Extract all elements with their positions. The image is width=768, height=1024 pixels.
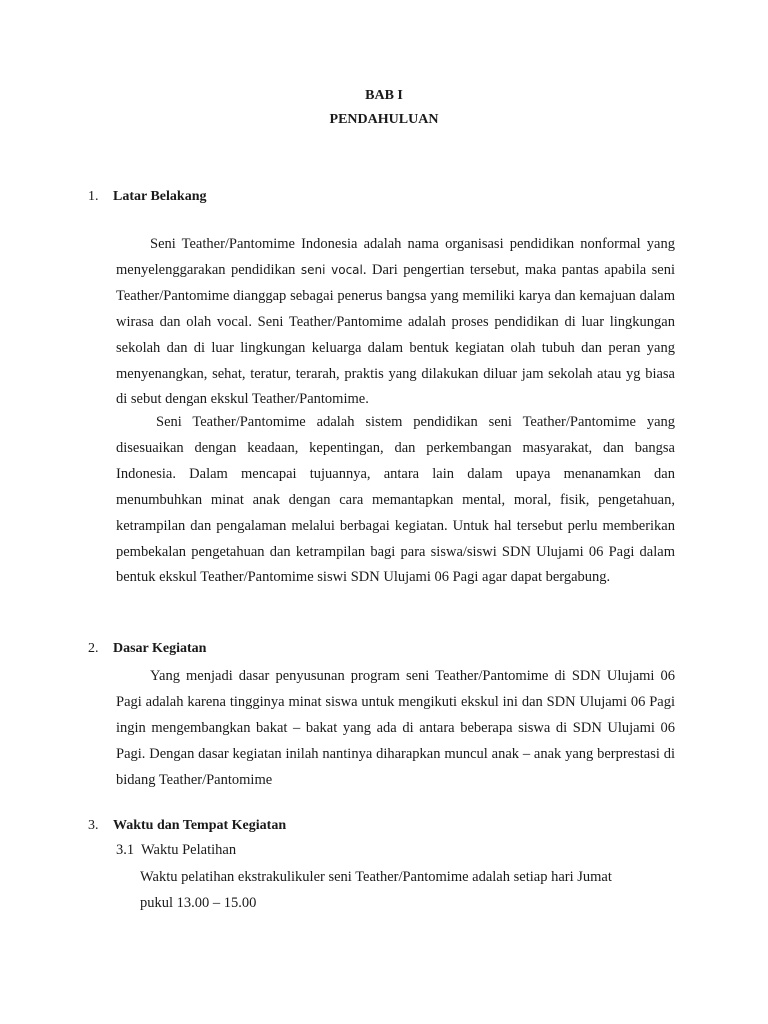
section-3-heading	[88, 818, 286, 834]
section-title: Latar Belakang	[113, 189, 207, 204]
section-1-heading	[88, 189, 206, 205]
section-1-paragraph-1	[116, 232, 675, 413]
subsection-3-1-time: pukul 13.00 – 15.00	[140, 895, 257, 911]
section-2-heading	[88, 641, 206, 657]
section-number: 2.	[88, 641, 99, 656]
section-number: 3.	[88, 818, 99, 833]
section-title: Waktu dan Tempat Kegiatan	[113, 818, 287, 833]
paragraph-text: Seni Teather/Pantomime Indonesia adalah nama organisasi pendidikan nonformal yang menyelenggarakan pendidikan	[116, 236, 675, 278]
subsection-3-1-text: Waktu pelatihan ekstrakulikuler seni Teather/Pantomime adalah setiap hari Jumat	[140, 869, 612, 885]
subsection-number: 3.1	[116, 842, 135, 858]
paragraph-text: . Dari pengertian tersebut, maka pantas apabila seni Teather/Pantomime dianggap sebagai penerus bangsa yang memiliki karya dan kemajuan dalam wirasa dan olah vocal. Seni Teather/Pantomime adalah proses pendidikan di luar lingkungan sekolah dan di luar lingkungan keluarga dalam bentuk kegiatan olah tubuh dan peran yang menyenangkan, sehat, teratur, terarah, praktis yang dilakukan diluar jam sekolah atau yg biasa di sebut dengan ekskul Teather/Pantomime.	[116, 261, 675, 408]
section-2-paragraph-1: Yang menjadi dasar penyusunan program seni Teather/Pantomime di SDN Ulujami 06 Pagi adalah karena tingginya minat siswa untuk mengikuti ekskul ini dan SDN Ulujami 06 Pagi ingin mengembangkan bakat – bakat yang ada di antara beberapa siswa di SDN Ulujami 06 Pagi. Dengan dasar kegiatan inilah nantinya diharapkan muncul anak – anak yang berprestasi di bidang Teather/Pantomime	[116, 668, 675, 788]
subsection-3-1-heading	[116, 842, 236, 859]
section-number: 1.	[88, 189, 99, 204]
emphasis-seni-vocal: seni vocal	[300, 262, 363, 277]
chapter-title: PENDAHULUAN	[329, 112, 439, 127]
subsection-title: Waktu Pelatihan	[141, 842, 237, 858]
section-title: Dasar Kegiatan	[113, 641, 207, 656]
section-1-paragraph-2: Seni Teather/Pantomime adalah sistem pendidikan seni Teather/Pantomime yang disesuaikan dengan keadaan, kepentingan, dan perkembangan masyarakat, dan bangsa Indonesia. Dalam mencapai tujuannya, antara lain dalam upaya menanamkan dan menumbuhkan minat anak dengan cara memantapkan mental, moral, fisik, pengetahuan, ketrampilan dan pengalaman melalui berbagai kegiatan. Untuk hal tersebut perlu memberikan pembekalan pengetahuan dan ketrampilan bagi para siswa/siswi SDN Ulujami 06 Pagi dalam bentuk ekskul Teather/Pantomime siswi SDN Ulujami 06 Pagi agar dapat bergabung.	[116, 414, 675, 586]
chapter-label: BAB I	[365, 88, 403, 103]
